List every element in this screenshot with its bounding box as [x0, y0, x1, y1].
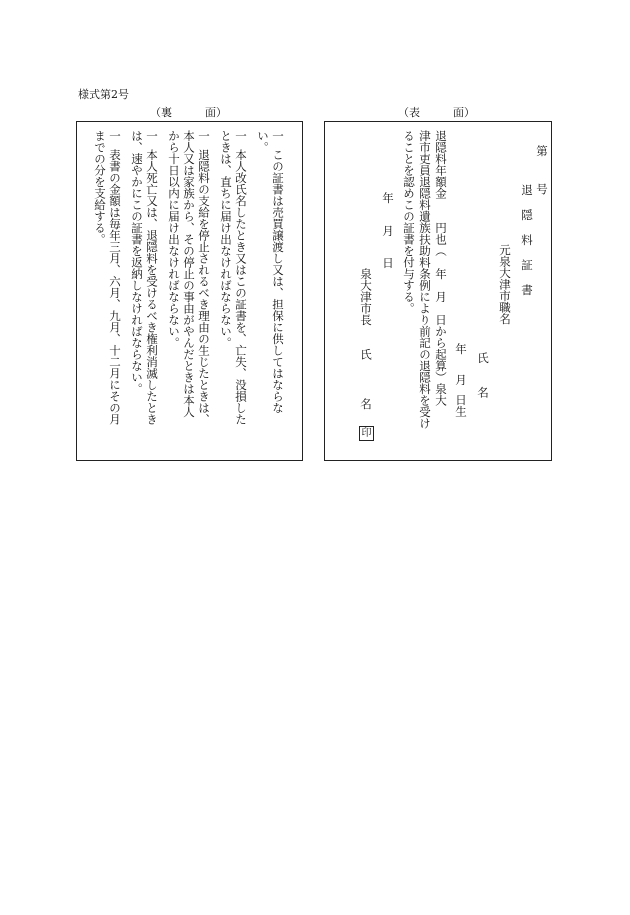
seal-text: 印 [359, 426, 374, 441]
back-item-4-line-2: は、速やかにこの証書を返納しなければならない。 [130, 130, 144, 395]
birth-day-label: 日生 [454, 394, 468, 417]
birth-year-label: 年 [454, 343, 468, 355]
issue-day-label: 日 [381, 257, 395, 269]
issue-month-label: 月 [381, 225, 395, 237]
back-item-4-line-1: 本人死亡又は、退隠料を受けるべき権利消滅したとき [145, 149, 159, 425]
issue-year-label: 年 [381, 192, 395, 204]
certificate-number-suffix: 号 [535, 183, 549, 195]
former-post-label: 元泉大津市職名 [498, 244, 512, 325]
back-item-1-line-2: い。 [256, 130, 270, 153]
back-item-3-line-3: から十日以内に届け出なければならない。 [167, 130, 181, 349]
body-line-2: 津市吏員退隠料遺族扶助料条例により前記の退隠料を受け [418, 130, 432, 429]
certificate-title: 退 隠 料 証 書 [520, 184, 534, 297]
back-item-1-line-1: この証書は売買譲渡し又は、担保に供してはならな [271, 149, 285, 414]
back-item-3-line-1: 退隠料の支給を停止されるべき理由の生じたときは、 [197, 149, 211, 425]
back-item-3-line-2: 本人又は家族から、その停止の事由がやんだときは本人 [182, 130, 196, 418]
back-item-3-mark: 一 [197, 130, 211, 142]
body-line-1: 退隠料年額金 円也（ 年 月 日から起算）泉大 [434, 130, 448, 406]
back-item-5-line-1: 表書の金額は毎年三月、六月、九月、十二月にその月 [108, 149, 122, 425]
front-side-label: （表 面） [398, 106, 475, 119]
seal-mark [359, 421, 374, 441]
certificate-number-prefix: 第 [535, 145, 549, 157]
back-item-1-mark: 一 [271, 130, 285, 142]
form-number: 様式第2号 [78, 88, 129, 101]
back-item-2-mark: 一 [234, 130, 248, 142]
body-line-3: ることを認めこの証書を付与する。 [402, 130, 416, 314]
mayor-label: 泉大津市長 氏 [359, 268, 373, 360]
back-item-2-line-1: 本人改氏名したとき又はこの証書を、亡失、没損した [234, 149, 248, 425]
back-item-4-mark: 一 [145, 130, 159, 142]
name-label: 氏 名 [476, 352, 490, 398]
back-side-label: （裏 面） [150, 106, 227, 119]
back-item-2-line-2: ときは、直ちに届け出なければならない。 [219, 130, 233, 349]
mayor-name-label: 名 [359, 398, 373, 410]
back-item-5-mark: 一 [108, 130, 122, 142]
back-item-5-line-2: までの分を支給する。 [93, 130, 107, 245]
birth-month-label: 月 [454, 374, 468, 386]
